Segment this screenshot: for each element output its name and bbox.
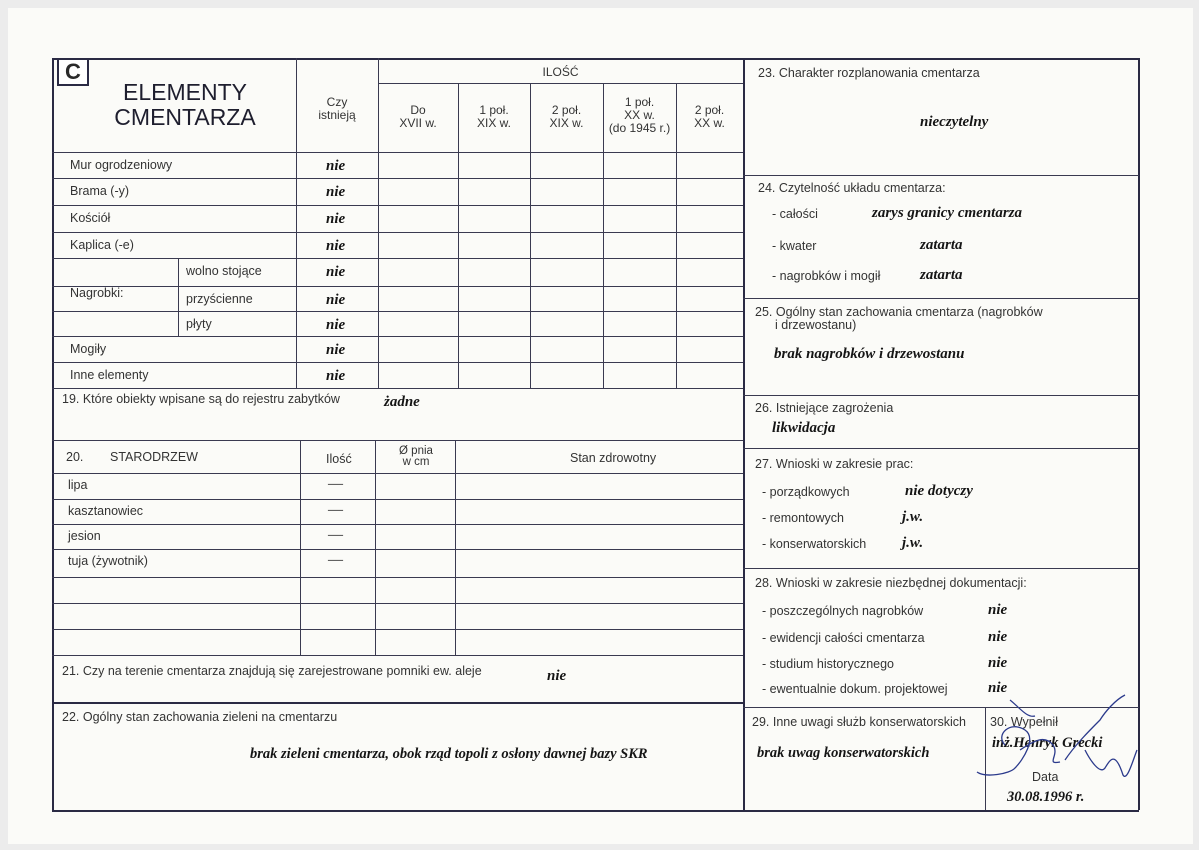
rule-line: [743, 175, 1139, 176]
header-period-line: XIX w.: [549, 116, 584, 130]
q28-row-value: nie: [988, 680, 1008, 696]
q23-label: 23. Charakter rozplanowania cmentarza: [758, 66, 980, 80]
rule-line: [52, 232, 743, 233]
title-line2: CMENTARZA: [114, 104, 256, 130]
q30-data-label: Data: [1032, 770, 1059, 784]
rule-line: [455, 440, 456, 655]
q25-value: brak nagrobków i drzewostanu: [774, 346, 965, 362]
header-period: [676, 104, 743, 130]
rule-line: [52, 362, 743, 363]
q27-row-label: - konserwatorskich: [762, 537, 867, 551]
q21-value: nie: [547, 668, 567, 684]
q23-value: nieczytelny: [920, 114, 989, 130]
rule-line: [743, 448, 1139, 449]
element-row-label: Inne elementy: [70, 368, 149, 382]
rule-line: [52, 499, 743, 500]
q24-row-label: - całości: [772, 207, 818, 221]
rule-line: [52, 178, 743, 179]
tree-quantity: —: [328, 527, 343, 543]
rule-line: [52, 388, 743, 389]
rule-line: [52, 655, 743, 656]
rule-line: [52, 58, 1139, 60]
header-period-line: XIX w.: [476, 116, 511, 130]
q29-value: brak uwag konserwatorskich: [757, 745, 930, 761]
element-row-value: nie: [326, 342, 346, 358]
q30-label: 30. Wypełnił: [990, 715, 1058, 729]
q24-row-label: - kwater: [772, 239, 817, 253]
q27-row-label: - porządkowych: [762, 485, 850, 499]
element-row-label: Mur ogrodzeniowy: [70, 158, 173, 172]
q20-label: STARODRZEW: [110, 450, 198, 464]
rule-line: [52, 577, 743, 578]
element-row-label: Mogiły: [70, 342, 107, 356]
element-row-value: nie: [326, 264, 346, 280]
q22-value: brak zieleni cmentarza, obok rząd topoli z osłony dawnej bazy SKR: [250, 746, 648, 762]
header-period-line: (do 1945 r.): [608, 121, 671, 135]
rule-line: [52, 286, 743, 287]
tree-name: kasztanowiec: [68, 504, 144, 518]
q26-value: likwidacja: [772, 420, 836, 436]
q24-row-value: zarys granicy cmentarza: [872, 205, 1022, 221]
tree-name: jesion: [68, 529, 101, 543]
rule-line: [52, 473, 743, 474]
rule-line: [178, 258, 179, 336]
rule-line: [52, 524, 743, 525]
q24-row-value: zatarta: [920, 267, 963, 283]
header-period-line: XX w.: [624, 108, 655, 122]
element-row-value: nie: [326, 184, 346, 200]
q27-label: 27. Wnioski w zakresie prac:: [755, 457, 914, 471]
element-row-label: przyścienne: [186, 292, 253, 306]
q24-label: 24. Czytelność układu cmentarza:: [758, 181, 946, 195]
header-period: [378, 104, 458, 130]
q26-label: 26. Istniejące zagrożenia: [755, 401, 894, 415]
header-period-line: XVII w.: [399, 116, 437, 130]
tree-quantity: —: [328, 552, 343, 568]
rule-line: [375, 440, 376, 655]
rule-line: [52, 603, 743, 604]
q19-value: żadne: [384, 394, 420, 410]
rule-line: [743, 58, 745, 810]
form-title: [95, 80, 275, 130]
rule-line: [52, 258, 743, 259]
tree-name: lipa: [68, 478, 88, 492]
rule-line: [300, 440, 301, 655]
rule-line: [743, 298, 1139, 299]
nagrobki-label: Nagrobki:: [70, 286, 124, 300]
rule-line: [743, 568, 1139, 569]
q24-row-label: - nagrobków i mogił: [772, 269, 881, 283]
header-period-line: Do: [410, 103, 426, 117]
handwritten-signature: [965, 690, 1145, 795]
tree-quantity: —: [328, 476, 343, 492]
q20-col-stan: Stan zdrowotny: [570, 451, 657, 465]
element-row-label: Kościół: [70, 211, 111, 225]
rule-line: [52, 549, 743, 550]
rule-line: [52, 810, 1139, 812]
rule-line: [52, 440, 743, 441]
section-letter: C: [57, 58, 89, 86]
rule-line: [52, 629, 743, 630]
header-period: [458, 104, 530, 130]
header-period-line: 2 poł.: [551, 103, 582, 117]
rule-line: [52, 152, 743, 153]
q27-row-value: nie dotyczy: [905, 483, 973, 499]
q28-row-value: nie: [988, 655, 1008, 671]
element-row-value: nie: [326, 211, 346, 227]
rule-line: [52, 58, 54, 810]
rule-line: [52, 311, 743, 312]
q24-row-value: zatarta: [920, 237, 963, 253]
q28-row-label: - poszczególnych nagrobków: [762, 604, 924, 618]
header-period: [603, 96, 676, 135]
q20-col-pnia-line2: w cm: [402, 456, 430, 468]
q20-col-pnia: [376, 446, 456, 468]
element-row-value: nie: [326, 292, 346, 308]
header-ilosc: ILOŚĆ: [542, 65, 579, 79]
q30-date: 30.08.1996 r.: [1007, 789, 1085, 805]
element-row-value: nie: [326, 368, 346, 384]
element-row-label: Brama (-y): [70, 184, 130, 198]
rule-line: [743, 395, 1139, 396]
q28-row-value: nie: [988, 602, 1008, 618]
tree-quantity: —: [328, 502, 343, 518]
q28-row-label: - ewentualnie dokum. projektowej: [762, 682, 948, 696]
q20-col-ilosc: Ilość: [326, 452, 352, 466]
q27-row-value: j.w.: [902, 509, 924, 525]
q19-label: 19. Które obiekty wpisane są do rejestru zabytków: [62, 392, 340, 406]
element-row-value: nie: [326, 238, 346, 254]
header-period: [530, 104, 603, 130]
header-czy-line2: istnieją: [318, 108, 356, 122]
q25-label1: 25. Ogólny stan zachowania cmentarza (nagrobków: [755, 305, 1043, 319]
q21-label: 21. Czy na terenie cmentarza znajdują się zarejestrowane pomniki ew. aleje: [62, 664, 482, 678]
q29-label: 29. Inne uwagi służb konserwatorskich: [752, 715, 967, 729]
header-period-line: 2 poł.: [694, 103, 725, 117]
header-czy-istnieja: [297, 96, 377, 122]
q25-label2: i drzewostanu): [775, 318, 857, 332]
tree-name: tuja (żywotnik): [68, 554, 148, 568]
q30-name: inż.Henryk Grecki: [992, 735, 1103, 751]
header-period-line: 1 poł.: [479, 103, 509, 117]
q27-row-label: - remontowych: [762, 511, 844, 525]
element-row-label: płyty: [186, 317, 212, 331]
title-line1: ELEMENTY: [123, 79, 247, 105]
element-row-value: nie: [326, 317, 346, 333]
element-row-label: Kaplica (-e): [70, 238, 134, 252]
header-period-line: XX w.: [694, 116, 725, 130]
rule-line: [378, 83, 743, 84]
q28-row-value: nie: [988, 629, 1008, 645]
rule-line: [52, 702, 743, 704]
q28-row-label: - ewidencji całości cmentarza: [762, 631, 925, 645]
rule-line: [52, 205, 743, 206]
rule-line: [52, 336, 743, 337]
element-row-value: nie: [326, 158, 346, 174]
header-czy-line1: Czy: [326, 95, 348, 109]
q20-col-pnia-line1: Ø pnia: [399, 445, 433, 457]
header-period-line: 1 poł.: [624, 95, 655, 109]
q28-row-label: - studium historycznego: [762, 657, 895, 671]
q28-label: 28. Wnioski w zakresie niezbędnej dokumentacji:: [755, 576, 1027, 590]
q20-num: 20.: [66, 450, 84, 464]
q27-row-value: j.w.: [902, 535, 924, 551]
element-row-label: wolno stojące: [186, 264, 262, 278]
q22-label: 22. Ogólny stan zachowania zieleni na cmentarzu: [62, 710, 338, 724]
